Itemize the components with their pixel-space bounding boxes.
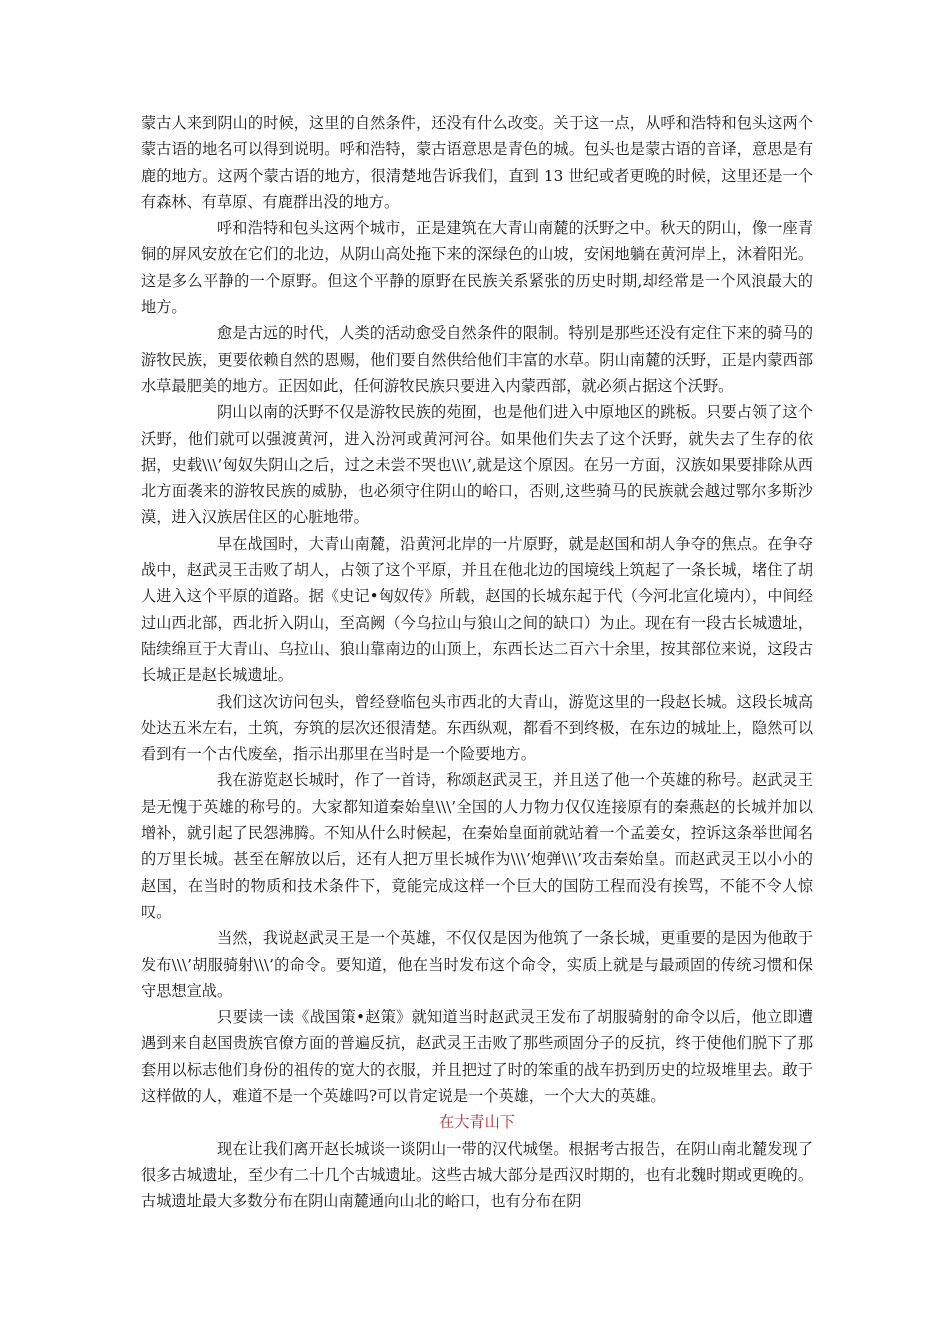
paragraph-springboard: 阴山以南的沃野不仅是游牧民族的苑囿，也是他们进入中原地区的跳板。只要占领了这个沃野，他们就可以强渡黄河，进入汾河或黄河河谷。如果他们失去了这个沃野，就失去了生存的依据，史载\\\’匈奴失阴山之后，过之未尝不哭也\\\’,就是这个原因。在另一方面，汉族如果要排除从西北方面袭来的游牧民族的威胁，也必须守住阴山的峪口，否则,这些骑马的民族就会越过鄂尔多斯沙漠，进入汉族居住区的心脏地带。 [141,403,813,527]
paragraph-visit-baotou: 我们这次访问包头，曾经登临包头市西北的大青山，游览这里的一段赵长城。这段长城高处达五米左右，土筑，夯筑的层次还很清楚。东西纵观，都看不到终极，在东边的城址上，隐然可以看到有一个古代废垒，指示出那里在当时是一个险要地方。 [141,692,813,764]
paragraph-nomads: 愈是古远的时代，人类的活动愈受自然条件的限制。特别是那些还没有定住下来的骑马的游牧民族，更要依赖自然的恩赐，他们要自然供给他们丰富的水草。阴山南麓的沃野，正是内蒙西部水草最肥美的地方。正因如此，任何游牧民族只要进入内蒙西部，就必须占据这个沃野。 [141,324,813,395]
paragraph-mongol-names: 蒙古人来到阴山的时候，这里的自然条件，还没有什么改变。关于这一点，从呼和浩特和包头这两个蒙古语的地名可以得到说明。呼和浩特，蒙古语意思是青色的城。包头也是蒙古语的音译，意思是有鹿的地方。这两个蒙古语的地方，很清楚地告诉我们，直到 13 世纪或者更晚的时候，这里还是一个有森林、有草原、有鹿群出没的地方。 [141,114,813,211]
paragraph-warring-states: 早在战国时，大青山南麓，沿黄河北岸的一片原野，就是赵国和胡人争夺的焦点。在争夺战中，赵武灵王击败了胡人，占领了这个平原，并且在他北边的国境线上筑起了一条长城，堵住了胡人进入这个平原的道路。据《史记•匈奴传》所载，赵国的长城东起于代（今河北宣化境内），中间经过山西北部，西北折入阴山，至高阙（今乌拉山与狼山之间的缺口）为止。现在有一段古长城遗址，陆续绵亘于大青山、乌拉山、狼山靠南边的山顶上，东西长达二百六十余里，按其部位来说，这段古长城正是赵长城遗址。 [141,534,813,685]
paragraph-han-castles: 现在让我们离开赵长城谈一谈阴山一带的汉代城堡。根据考古报告，在阴山南北麓发现了很多古城遗址，至少有二十几个古城遗址。这些古城大部分是西汉时期的，也有北魏时期或更晚的。古城遗址最大多数分布在阴山南麓通向山北的峪口，也有分布在阴 [141,1139,813,1211]
paragraph-hohhot-baotou: 呼和浩特和包头这两个城市，正是建筑在大青山南麓的沃野之中。秋天的阴山，像一座青铜的屏风安放在它们的北边，从阴山高处拖下来的深绿色的山坡，安闲地躺在黄河岸上，沐着阳光。这是多么平静的一个原野。但这个平静的原野在民族关系紧张的历史时期,却经常是一个风浪最大的地方。 [141,219,813,317]
section-heading: 在大青山下 [439,1113,515,1132]
paragraph-zhao-ce: 只要读一读《战国策•赵策》就知道当时赵武灵王发布了胡服骑射的命令以后，他立即遭遇到来自赵国贵族官僚方面的普遍反抗，赵武灵王击败了那些顽固分子的反抗，终于使他们脱下了那套用以标志他们身份的祖传的宽大的衣服，并且把过了时的笨重的战车扔到历史的垃圾堆里去。敢于这样做的人，难道不是一个英雄吗?可以肯定说是一个英雄，一个大大的英雄。 [141,1008,813,1105]
paragraph-poem: 我在游览赵长城时，作了一首诗，称颂赵武灵王，并且送了他一个英雄的称号。赵武灵王是无愧于英雄的称号的。大家都知道秦始皇\\\’全国的人力物力仅仅连接原有的秦燕赵的长城并加以增补，就引起了民怨沸腾。不知从什么时候起，在秦始皇面前就站着一个孟姜女，控诉这条举世闻名的万里长城。甚至在解放以后，还有人把万里长城作为\\\’炮弹\\\’攻击秦始皇。而赵武灵王以小小的赵国，在当时的物质和技术条件下，竟能完成这样一个巨大的国防工程而没有挨骂，不能不令人惊叹。 [141,771,813,921]
document-body [141,110,813,1214]
paragraph-hufu-qishe: 当然，我说赵武灵王是一个英雄，不仅仅是因为他筑了一条长城，更重要的是因为他敢于发布\\\’胡服骑射\\\’的命令。要知道，他在当时发布这个命令，实质上就是与最顽固的传统习惯和保守思想宣战。 [141,929,813,1000]
